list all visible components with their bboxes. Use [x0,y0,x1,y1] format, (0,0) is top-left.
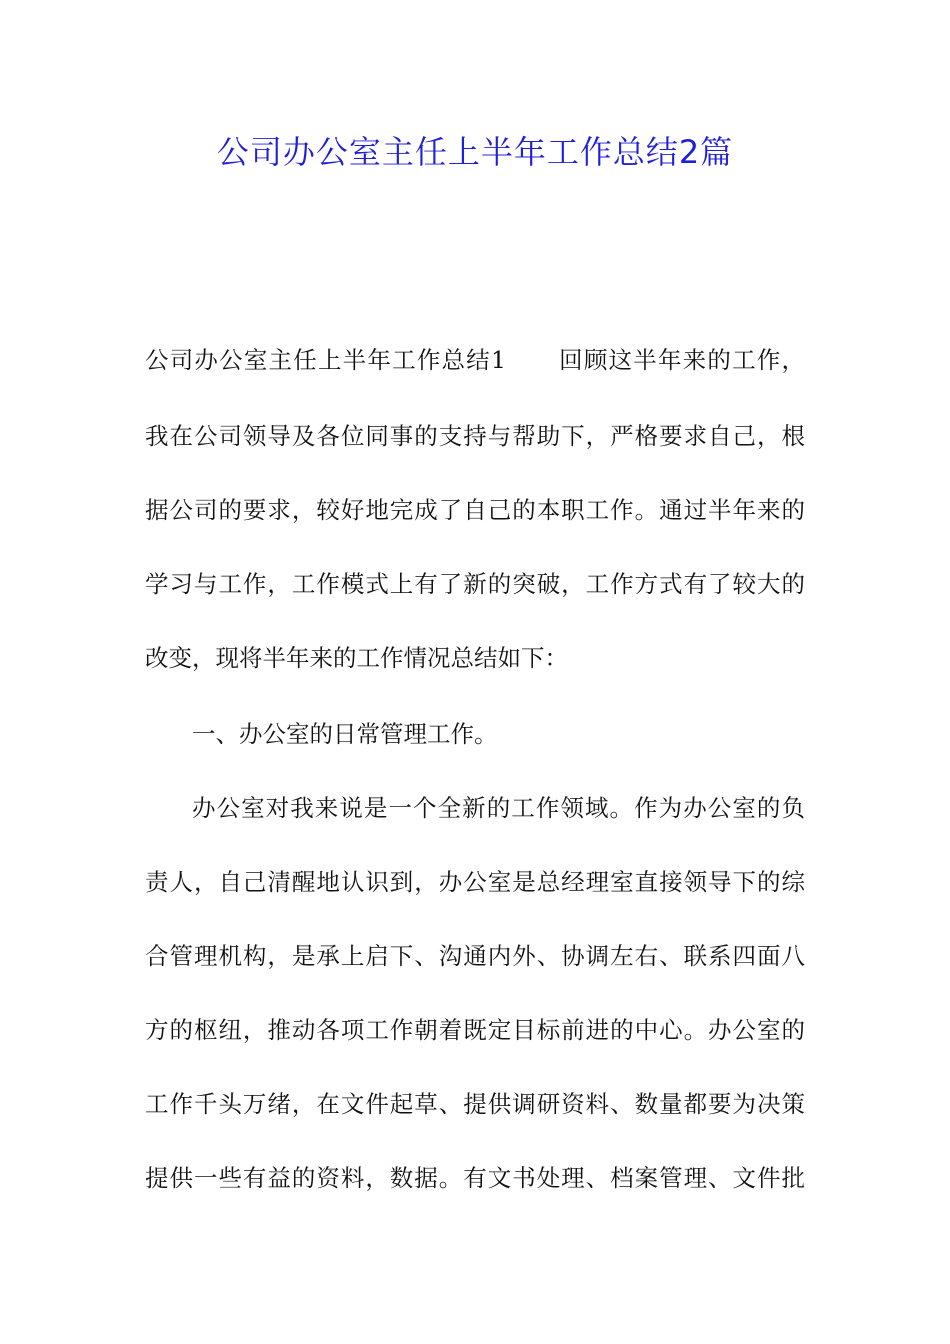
paragraph-line-9: 合管理机构，是承上启下、沟通内外、协调左右、联系四面八 [145,942,805,970]
document-title: 公司办公室主任上半年工作总结2篇 [216,133,734,171]
section-heading: 一、办公室的日常管理工作。 [192,720,498,748]
subtitle-heading: 公司办公室主任上半年工作总结1 [145,346,506,374]
paragraph-line-4: 学习与工作，工作模式上有了新的突破，工作方式有了较大的 [145,570,805,598]
paragraph-line-1 [145,340,805,380]
paragraph-line-8: 责人，自己清醒地认识到，办公室是总经理室直接领导下的综 [145,868,805,896]
paragraph-line-7: 办公室对我来说是一个全新的工作领域。作为办公室的负 [192,794,805,822]
paragraph-line-10: 方的枢纽，推动各项工作朝着既定目标前进的中心。办公室的 [145,1016,805,1044]
paragraph-line-11: 工作千头万绪，在文件起草、提供调研资料、数量都要为决策 [145,1090,805,1118]
paragraph-line-3: 据公司的要求，较好地完成了自己的本职工作。通过半年来的 [145,496,805,524]
paragraph-line-2: 我在公司领导及各位同事的支持与帮助下，严格要求自己，根 [145,422,805,450]
paragraph-line-5: 改变，现将半年来的工作情况总结如下： [145,644,568,672]
paragraph-line-12: 提供一些有益的资料，数据。有文书处理、档案管理、文件批 [145,1164,805,1192]
paragraph-text: 回顾这半年来的工作， [557,346,806,374]
